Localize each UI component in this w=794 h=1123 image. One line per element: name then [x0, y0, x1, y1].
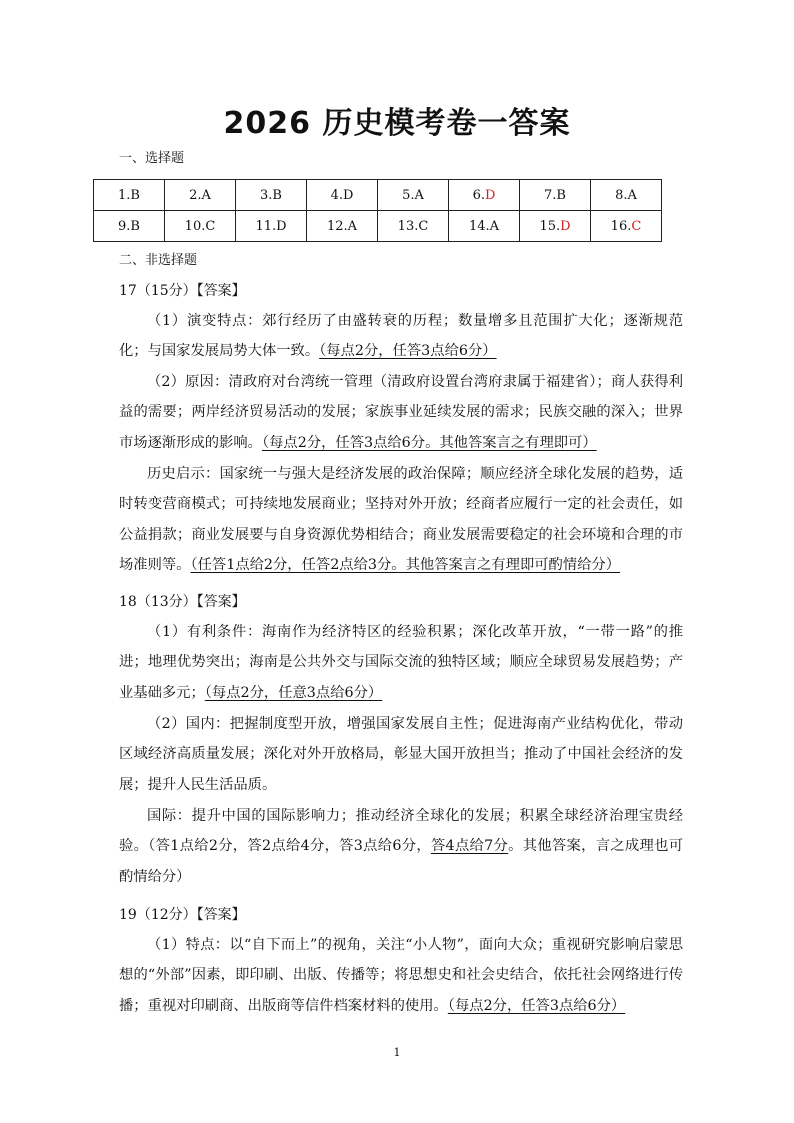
q17-heading: 17（15分）【答案】	[119, 283, 246, 299]
answer-cell: 8.A	[591, 180, 662, 211]
table-row	[94, 180, 662, 211]
answer-cell: 3.B	[236, 180, 307, 211]
q17-answer-2: （2）原因：清政府对台湾统一管理（清政府设置台湾府隶属于福建省）；商人获得利益的需要；两岸经济贸易活动的发展；家族事业延续发展的需求；民族交融的深入；世界市场逐渐形成的影响。（每点2分，任答3点给6分。其他答案言之有理即可）	[119, 374, 683, 451]
answer-cell: 14.A	[449, 211, 520, 242]
section-heading-nonchoice: 二、非选择题	[119, 253, 198, 268]
q18-answer-3: 国际：提升中国的国际影响力；推动经济全球化的发展；积累全球经济治理宝贵经验。（答1点给2分，答2点给4分，答3点给6分，答4点给7分。其他答案，言之成理也可酌情给分）	[119, 808, 683, 885]
page-title: 2026 历史模考卷一答案	[223, 106, 571, 141]
answer-table	[93, 179, 662, 242]
section-heading-choice: 一、选择题	[119, 151, 185, 166]
answer-cell: 1.B	[94, 180, 165, 211]
q19-heading: 19（12分）【答案】	[119, 907, 246, 923]
answer-cell: 12.A	[307, 211, 378, 242]
answer-cell: 10.C	[165, 211, 236, 242]
q19-answer-1: （1）特点：以“自下而上”的视角，关注“小人物”，面向大众；重视研究影响启蒙思想的“外部”因素，即印刷、出版、传播等；将思想史和社会史结合，依托社会网络进行传播；重视对印刷商、出版商等信件档案材料的使用。（每点2分，任答3点给6分）	[119, 937, 683, 1014]
table-row	[94, 211, 662, 242]
answer-cell: 15.D	[520, 211, 591, 242]
answer-cell: 9.B	[94, 211, 165, 242]
answer-cell: 13.C	[378, 211, 449, 242]
q18-answer-1: （1）有利条件：海南作为经济特区的经验积累；深化改革开放，“一带一路”的推进；地理优势突出；海南是公共外交与国际交流的独特区域；顺应全球贸易发展趋势；产业基础多元；（每点2分，任意3点给6分）	[119, 624, 683, 701]
page-number: 1	[393, 1046, 401, 1059]
q17-answer-3: 历史启示：国家统一与强大是经济发展的政治保障；顺应经济全球化发展的趋势，适时转变营商模式；可持续地发展商业；坚持对外开放；经商者应履行一定的社会责任，如公益捐款；商业发展要与自身资源优势相结合；商业发展需要稳定的社会环境和合理的市场准则等。（任答1点给2分，任答2点给3分。其他答案言之有理即可酌情给分）	[119, 466, 683, 573]
answer-cell: 4.D	[307, 180, 378, 211]
answer-cell: 11.D	[236, 211, 307, 242]
q17-answer-1: （1）演变特点：郊行经历了由盛转衰的历程；数量增多且范围扩大化；逐渐规范化；与国家发展局势大体一致。（每点2分，任答3点给6分）	[119, 313, 683, 360]
q18-heading: 18（13分）【答案】	[119, 594, 246, 610]
answer-cell: 16.C	[591, 211, 662, 242]
q18-answer-2: （2）国内：把握制度型开放，增强国家发展自主性；促进海南产业结构优化，带动区域经济高质量发展；深化对外开放格局，彰显大国开放担当；推动了中国社会经济的发展；提升人民生活品质。	[119, 716, 683, 793]
answer-cell: 2.A	[165, 180, 236, 211]
answer-cell: 5.A	[378, 180, 449, 211]
answer-cell: 7.B	[520, 180, 591, 211]
answer-cell: 6.D	[449, 180, 520, 211]
